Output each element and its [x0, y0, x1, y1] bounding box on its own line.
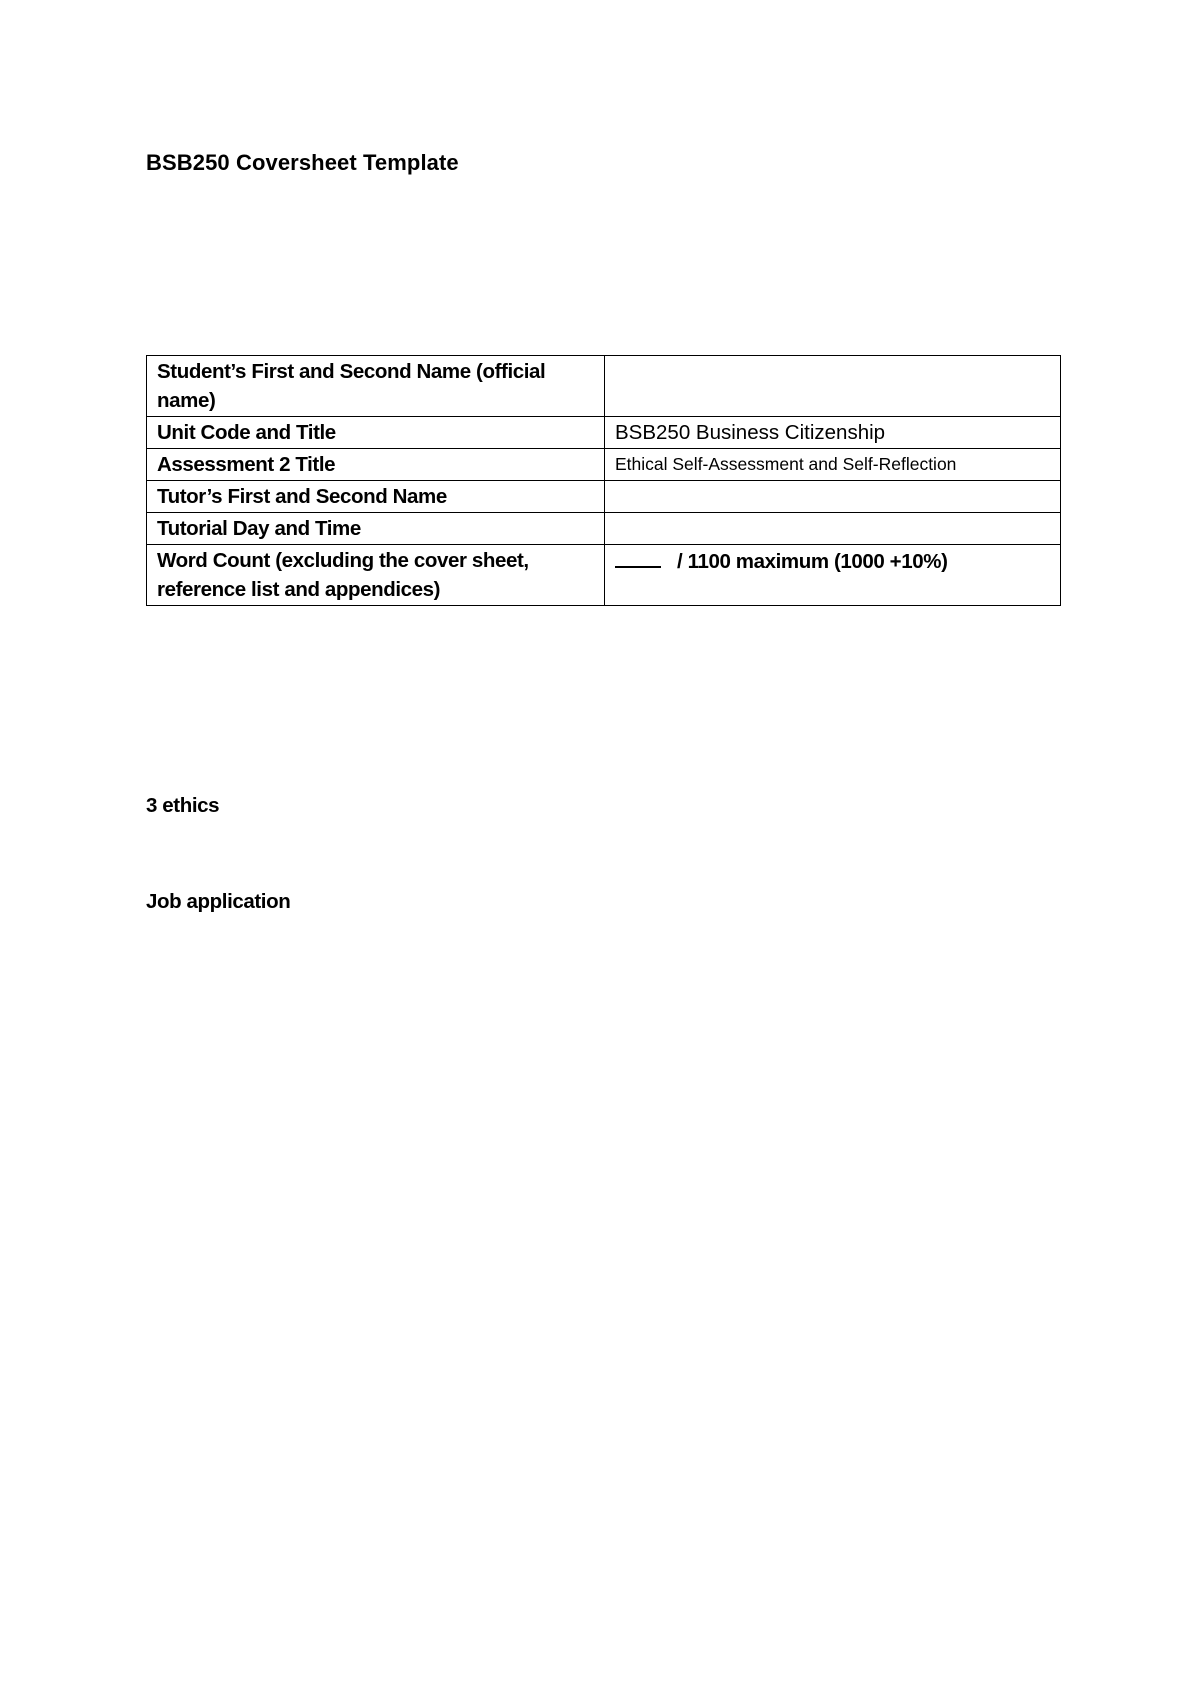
- tutor-name-label: Tutor’s First and Second Name: [147, 481, 605, 513]
- document-title: BSB250 Coversheet Template: [146, 150, 459, 175]
- unit-code-value: BSB250 Business Citizenship: [605, 417, 1061, 449]
- table-row: [147, 481, 1061, 513]
- coversheet-table: [146, 355, 1061, 606]
- note-job-application: Job application: [146, 890, 291, 913]
- tutorial-time-label: Tutorial Day and Time: [147, 513, 605, 545]
- assessment-title-label: Assessment 2 Title: [147, 449, 605, 481]
- word-count-cell: [605, 545, 1061, 606]
- table-row: [147, 545, 1061, 606]
- tutor-name-value: [605, 481, 1061, 513]
- student-name-label: Student’s First and Second Name (official name): [147, 356, 605, 417]
- tutorial-time-value: [605, 513, 1061, 545]
- word-count-label: Word Count (excluding the cover sheet, reference list and appendices): [147, 545, 605, 606]
- unit-code-label: Unit Code and Title: [147, 417, 605, 449]
- table-row: [147, 513, 1061, 545]
- word-count-value: / 1100 maximum (1000 +10%): [677, 550, 948, 573]
- word-count-blank: [615, 546, 661, 568]
- assessment-title-value: Ethical Self-Assessment and Self-Reflection: [605, 449, 1061, 481]
- table-row: [147, 417, 1061, 449]
- table-row: [147, 356, 1061, 417]
- table-row: [147, 449, 1061, 481]
- note-three-ethics: 3 ethics: [146, 794, 220, 817]
- student-name-value: [605, 356, 1061, 417]
